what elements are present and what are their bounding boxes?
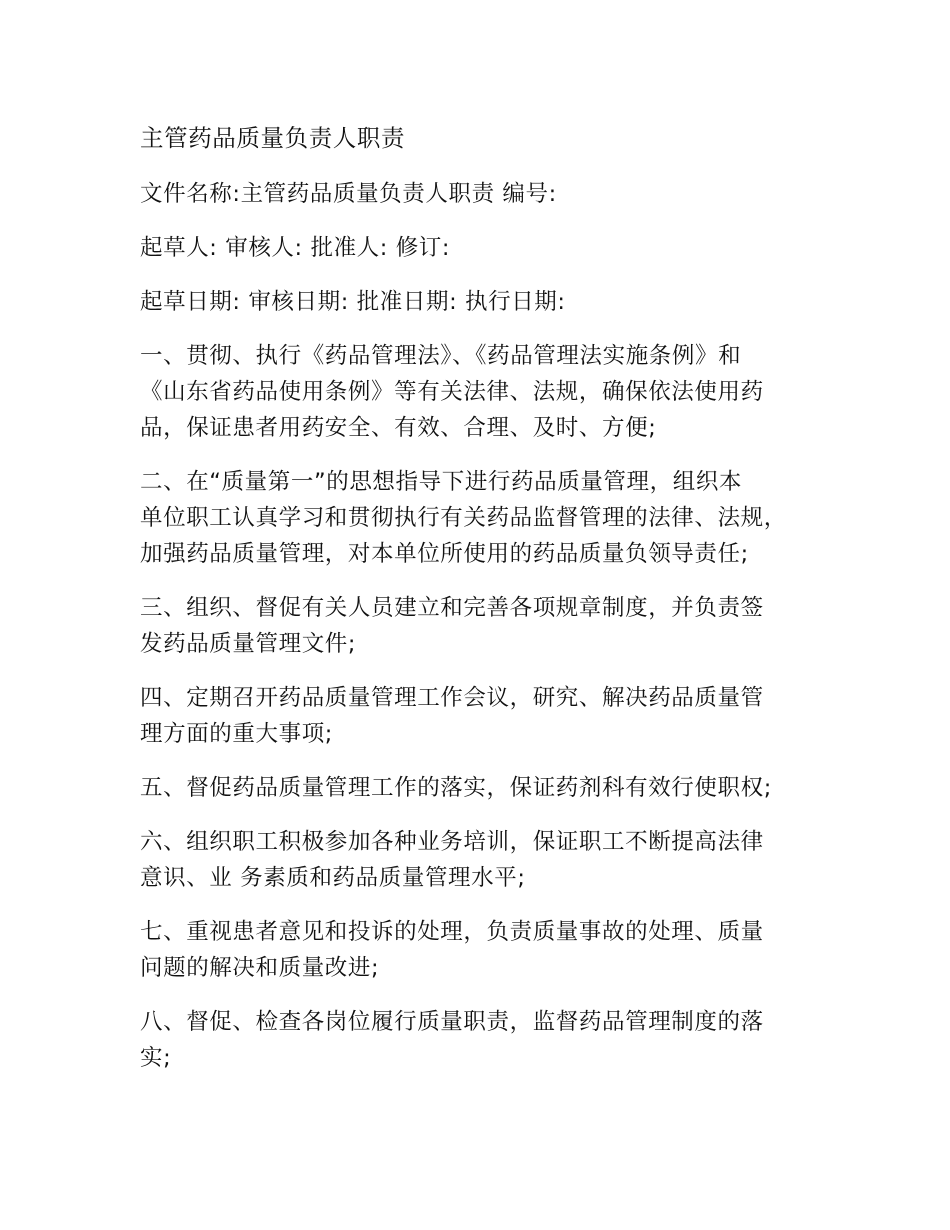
duty-item-1-line-1: 一、贯彻、执行《药品管理法》、《药品管理法实施条例》和 [140,343,742,369]
duty-item-4-line-1: 四、定期召开药品质量管理工作会议，研究、解决药品质量管 [140,685,764,711]
duty-item-6 [140,824,820,896]
file-name-line: 文件名称:主管药品质量负责人职责 编号: [140,181,557,207]
duty-item-6-line-1: 六、组织职工积极参加各种业务培训，保证职工不断提高法律 [140,829,764,855]
document-page [140,118,820,1094]
duty-item-6-line-2: 意识、业 务素质和药品质量管理水平; [140,865,526,891]
duty-item-7-line-1: 七、重视患者意见和投诉的处理，负责质量事故的处理、质量 [140,919,764,945]
duty-item-2-line-2: 单位职工认真学习和贯彻执行有关药品监督管理的法律、法规， [140,505,787,531]
duty-item-2 [140,464,820,572]
duty-item-4-line-2: 理方面的重大事项; [140,721,333,747]
duty-item-8-line-2: 实; [140,1045,172,1071]
duty-item-5 [140,770,820,806]
duty-item-4 [140,680,820,752]
duty-item-3-line-2: 发药品质量管理文件; [140,631,357,657]
duty-item-1-line-3: 品，保证患者用药安全、有效、合理、及时、方便; [140,415,657,441]
duty-item-7-line-2: 问题的解决和质量改进; [140,955,380,981]
signatories-line: 起草人: 审核人: 批准人: 修订: [140,235,451,261]
duty-item-8 [140,1004,820,1076]
duty-item-7 [140,914,820,986]
duty-item-3 [140,590,820,662]
duty-item-1-line-2: 《山东省药品使用条例》等有关法律、法规，确保依法使用药 [140,379,764,405]
duty-item-3-line-1: 三、组织、督促有关人员建立和完善各项规章制度，并负责签 [140,595,764,621]
duty-item-5-line-1: 五、督促药品质量管理工作的落实，保证药剂科有效行使职权; [140,775,772,801]
duty-item-2-line-1: 二、在“质量第一”的思想指导下进行药品质量管理，组织本 [140,469,743,495]
duty-item-1 [140,338,820,446]
document-title: 主管药品质量负责人职责 [140,124,406,152]
duty-item-2-line-3: 加强药品质量管理，对本单位所使用的药品质量负领导责任; [140,541,749,567]
duty-item-8-line-1: 八、督促、检查各岗位履行质量职责，监督药品管理制度的落 [140,1009,764,1035]
dates-line: 起草日期: 审核日期: 批准日期: 执行日期: [140,289,566,315]
